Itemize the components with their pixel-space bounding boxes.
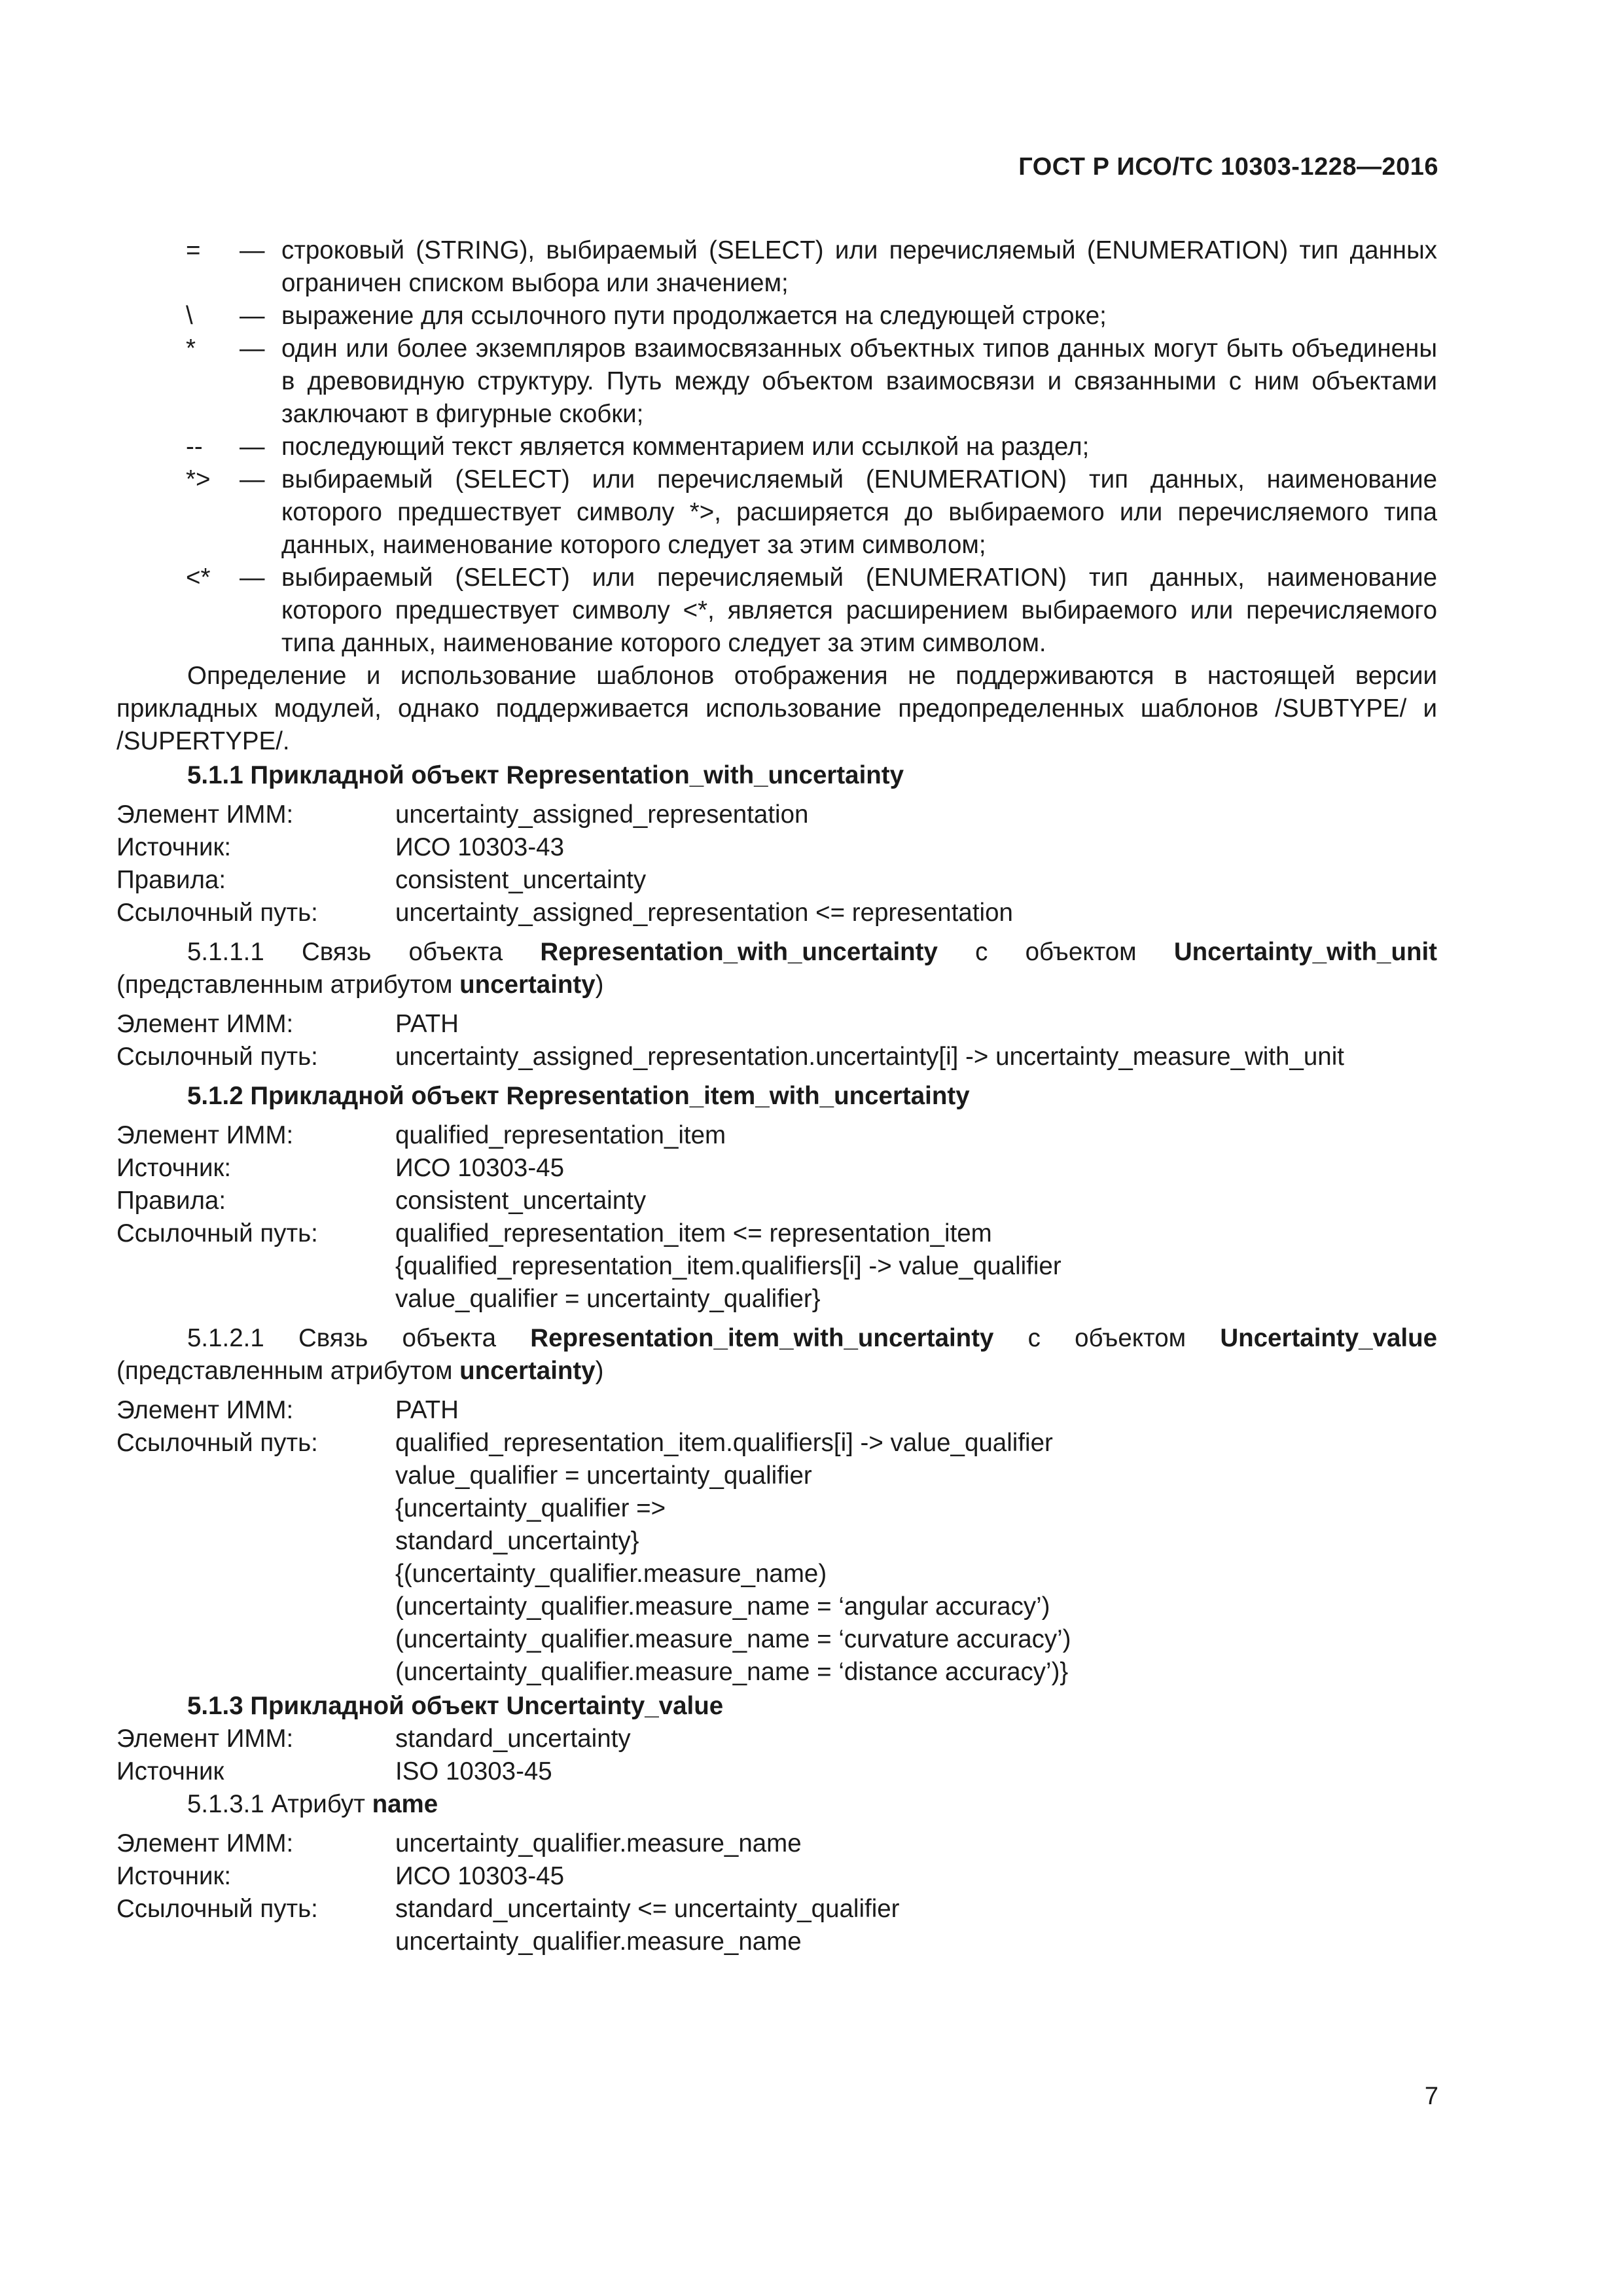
subsection-text: ) <box>595 971 604 999</box>
symbol-list-item <box>116 562 1437 660</box>
mapping-value <box>395 798 1437 831</box>
mapping-row <box>116 1119 1437 1152</box>
mapping-value-line: ISO 10303-45 <box>395 1757 552 1785</box>
mapping-value-line: uncertainty_assigned_representation <box>395 800 809 829</box>
entity-name: Uncertainty_with_unit <box>1173 938 1437 966</box>
subsection-text: с объектом <box>993 1324 1221 1352</box>
mapping-key: Источник <box>116 1757 224 1785</box>
mapping-key: Ссылочный путь: <box>116 1429 318 1457</box>
mapping-row <box>116 1394 1437 1427</box>
symbol-glyph: = <box>186 236 201 264</box>
mapping-value-line: PATH <box>395 1010 459 1038</box>
entity-name: Representation_item_with_uncertainty <box>530 1324 994 1352</box>
mapping-value-line: ИСО 10303-43 <box>395 833 564 861</box>
document-header: ГОСТ Р ИСО/ТС 10303-1228—2016 <box>1018 153 1438 181</box>
attribute-name: uncertainty <box>459 971 596 999</box>
mapping-row <box>116 1827 1437 1860</box>
subsection-text: (представленным атрибутом <box>116 971 460 999</box>
mapping-value-line: {qualified_representation_item.qualifiers[i] -> value_qualifier <box>395 1252 1061 1280</box>
mapping-value <box>395 1860 1437 1893</box>
mapping-key: Источник: <box>116 1154 232 1182</box>
mapping-value-line: (uncertainty_qualifier.measure_name = ‘curvature accuracy’) <box>395 1625 1071 1653</box>
mapping-value-line: uncertainty_assigned_representation <= representation <box>395 899 1013 927</box>
symbol-list-item <box>116 332 1437 431</box>
mapping-key: Элемент ИММ: <box>116 1396 294 1424</box>
symbol-dash: — <box>240 334 265 363</box>
symbol-list-item <box>116 463 1437 562</box>
section-5-1-2-table <box>116 1119 1437 1316</box>
mapping-value <box>395 831 1437 864</box>
section-5-1-3-1-table <box>116 1827 1437 1958</box>
mapping-key: Элемент ИММ: <box>116 1121 294 1149</box>
section-5-1-3-1-heading <box>116 1788 1437 1821</box>
mapping-row <box>116 864 1437 897</box>
mapping-key: Элемент ИММ: <box>116 1725 294 1753</box>
section-5-1-2-heading: 5.1.2 Прикладной объект Representation_item_with_uncertainty <box>187 1082 970 1110</box>
symbol-glyph: *> <box>186 465 211 493</box>
mapping-key: Элемент ИММ: <box>116 1010 294 1038</box>
symbol-list-item <box>116 431 1437 463</box>
mapping-value-line: (uncertainty_qualifier.measure_name = ‘angular accuracy’) <box>395 1592 1050 1621</box>
mapping-value-line: ИСО 10303-45 <box>395 1154 564 1182</box>
mapping-value <box>395 1893 1437 1958</box>
mapping-row <box>116 1185 1437 1217</box>
mapping-value <box>395 1152 1437 1185</box>
intro-paragraph: Определение и использование шаблонов отображения не поддерживаются в настоящей версии прикладных модулей, однако поддерживается использование предопределенных шаблонов /SUBTYPE/ и /SUPERTYPE/. <box>116 662 1437 755</box>
mapping-value-line: ИСО 10303-45 <box>395 1862 564 1890</box>
mapping-value-line: PATH <box>395 1396 459 1424</box>
mapping-value <box>395 1723 1437 1755</box>
entity-name: Uncertainty_value <box>1220 1324 1437 1352</box>
mapping-value <box>395 1041 1437 1073</box>
mapping-value-line: uncertainty_qualifier.measure_name <box>395 1829 802 1857</box>
section-5-1-2-1-heading <box>116 1322 1437 1388</box>
section-5-1-1-1-table <box>116 1008 1437 1073</box>
mapping-value <box>395 1008 1437 1041</box>
symbol-description: строковый (STRING), выбираемый (SELECT) или перечисляемый (ENUMERATION) тип данных ограничен списком выбора или значением; <box>281 236 1437 297</box>
mapping-value <box>395 897 1437 929</box>
section-5-1-1-table <box>116 798 1437 929</box>
symbol-dash: — <box>240 302 265 330</box>
symbol-dash: — <box>240 465 265 493</box>
subsection-text: с объектом <box>937 938 1174 966</box>
symbol-dash: — <box>240 433 265 461</box>
symbol-description: последующий текст является комментарием или ссылкой на раздел; <box>281 433 1090 461</box>
symbol-description: выбираемый (SELECT) или перечисляемый (ENUMERATION) тип данных, наименование которого предшествует символу *>, расширяется до выбираемого или перечисляемого типа данных, наименование которого следует за этим символом; <box>281 465 1437 559</box>
symbol-description: выражение для ссылочного пути продолжается на следующей строке; <box>281 302 1107 330</box>
mapping-row <box>116 1041 1437 1073</box>
mapping-value <box>395 1427 1437 1689</box>
symbol-description: выбираемый (SELECT) или перечисляемый (ENUMERATION) тип данных, наименование которого предшествует символу <*, является расширением выбираемого или перечисляемого типа данных, наименование которого следует за этим символом. <box>281 564 1437 657</box>
document-body <box>116 234 1437 1958</box>
mapping-value <box>395 1217 1437 1316</box>
mapping-key: Элемент ИММ: <box>116 1829 294 1857</box>
mapping-key: Элемент ИММ: <box>116 800 294 829</box>
mapping-value-line: uncertainty_assigned_representation.uncertainty[i] -> uncertainty_measure_with_unit <box>395 1043 1344 1071</box>
symbol-glyph: * <box>186 334 196 363</box>
symbol-dash: — <box>240 236 265 264</box>
mapping-row <box>116 1860 1437 1893</box>
mapping-key: Ссылочный путь: <box>116 899 318 927</box>
mapping-key: Ссылочный путь: <box>116 1219 318 1247</box>
mapping-value-line: consistent_uncertainty <box>395 1187 647 1215</box>
mapping-value-line: value_qualifier = uncertainty_qualifier} <box>395 1285 821 1313</box>
mapping-value-line: standard_uncertainty} <box>395 1527 639 1555</box>
mapping-row <box>116 897 1437 929</box>
mapping-row <box>116 1723 1437 1755</box>
mapping-value-line: qualified_representation_item <= representation_item <box>395 1219 992 1247</box>
subsection-text: 5.1.3.1 Атрибут <box>187 1790 372 1818</box>
section-5-1-3-table <box>116 1723 1437 1788</box>
mapping-value <box>395 864 1437 897</box>
mapping-key: Правила: <box>116 866 226 894</box>
subsection-text: 5.1.1.1 Связь объекта <box>187 938 541 966</box>
symbol-glyph: <* <box>186 564 211 592</box>
mapping-key: Источник: <box>116 1862 232 1890</box>
attribute-name: name <box>372 1790 438 1818</box>
mapping-value <box>395 1185 1437 1217</box>
mapping-key: Источник: <box>116 833 232 861</box>
mapping-value <box>395 1827 1437 1860</box>
mapping-row <box>116 798 1437 831</box>
mapping-value-line: {(uncertainty_qualifier.measure_name) <box>395 1560 827 1588</box>
mapping-value-line: qualified_representation_item <box>395 1121 726 1149</box>
mapping-row <box>116 831 1437 864</box>
symbol-list-item <box>116 234 1437 300</box>
symbol-dash: — <box>240 564 265 592</box>
symbol-description: один или более экземпляров взаимосвязанных объектных типов данных могут быть объединены в древовидную структуру. Путь между объектом взаимосвязи и связанными с ним объектами заключают в фигурные скобки; <box>281 334 1437 428</box>
mapping-row <box>116 1427 1437 1689</box>
mapping-key: Правила: <box>116 1187 226 1215</box>
section-5-1-3-heading: 5.1.3 Прикладной объект Uncertainty_value <box>187 1692 724 1720</box>
mapping-row <box>116 1755 1437 1788</box>
subsection-text: ) <box>595 1357 604 1385</box>
symbol-list <box>116 234 1437 660</box>
symbol-glyph: \ <box>186 302 193 330</box>
subsection-text: 5.1.2.1 Связь объекта <box>187 1324 531 1352</box>
symbol-glyph: -- <box>186 433 203 461</box>
attribute-name: uncertainty <box>459 1357 596 1385</box>
mapping-value-line: qualified_representation_item.qualifiers[i] -> value_qualifier <box>395 1429 1053 1457</box>
page-number: 7 <box>1424 2083 1438 2110</box>
mapping-value-line: standard_uncertainty <= uncertainty_qualifier <box>395 1895 900 1923</box>
mapping-value-line: uncertainty_qualifier.measure_name <box>395 1928 802 1956</box>
mapping-key: Ссылочный путь: <box>116 1895 318 1923</box>
mapping-value-line: {uncertainty_qualifier => <box>395 1494 666 1522</box>
mapping-key: Ссылочный путь: <box>116 1043 318 1071</box>
mapping-row <box>116 1217 1437 1316</box>
mapping-value <box>395 1394 1437 1427</box>
section-5-1-2-1-table <box>116 1394 1437 1689</box>
mapping-value <box>395 1755 1437 1788</box>
mapping-value-line: standard_uncertainty <box>395 1725 631 1753</box>
mapping-row <box>116 1008 1437 1041</box>
mapping-row <box>116 1152 1437 1185</box>
mapping-value-line: value_qualifier = uncertainty_qualifier <box>395 1462 812 1490</box>
mapping-value <box>395 1119 1437 1152</box>
symbol-list-item <box>116 300 1437 332</box>
mapping-value-line: consistent_uncertainty <box>395 866 647 894</box>
entity-name: Representation_with_uncertainty <box>540 938 938 966</box>
section-5-1-1-1-heading <box>116 936 1437 1001</box>
subsection-text: (представленным атрибутом <box>116 1357 460 1385</box>
mapping-row <box>116 1893 1437 1958</box>
section-5-1-1-heading: 5.1.1 Прикладной объект Representation_with_uncertainty <box>187 761 904 789</box>
mapping-value-line: (uncertainty_qualifier.measure_name = ‘distance accuracy’)} <box>395 1658 1069 1686</box>
